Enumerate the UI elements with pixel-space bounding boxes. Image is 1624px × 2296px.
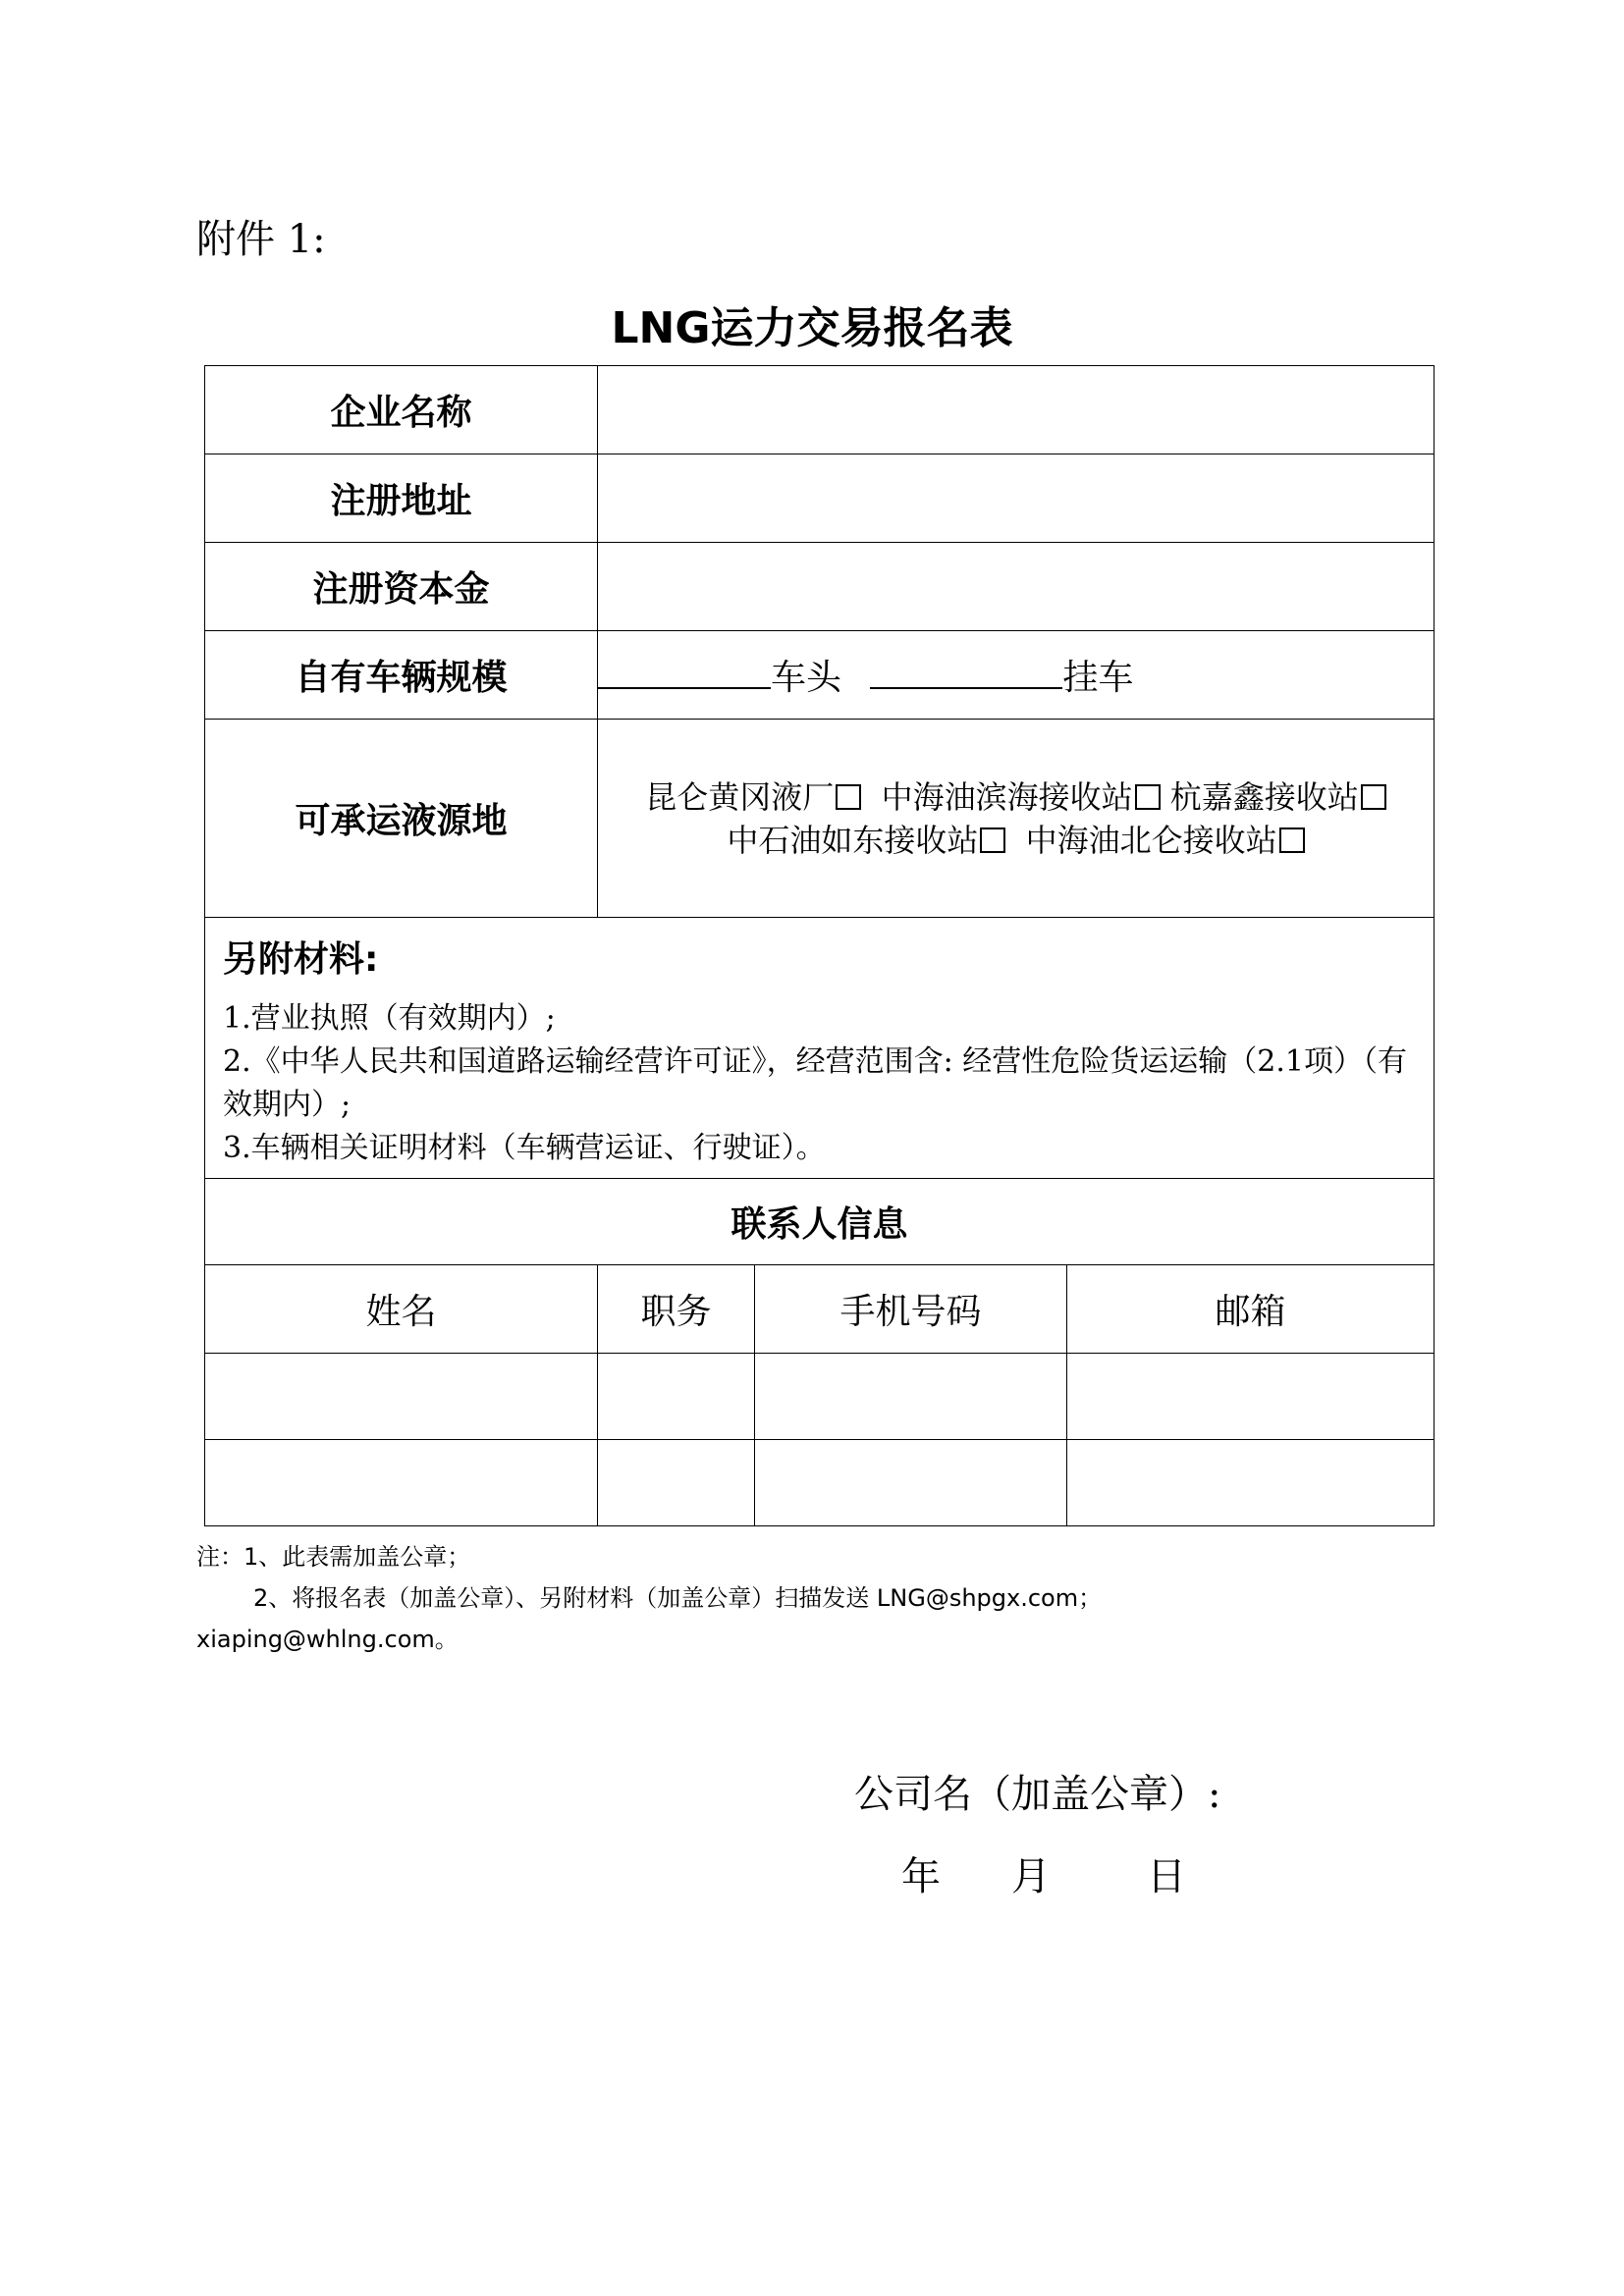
trailer-unit: 挂车 xyxy=(1062,658,1134,698)
sources-label: 可承运液源地 xyxy=(205,720,598,918)
company-name-field[interactable] xyxy=(598,366,1435,454)
address-field[interactable] xyxy=(598,454,1435,543)
col-name-header: 姓名 xyxy=(205,1265,598,1354)
material-item: 1.营业执照（有效期内）; xyxy=(223,1001,556,1036)
materials-cell xyxy=(205,918,1435,1179)
source-checkbox[interactable] xyxy=(980,828,1005,853)
contact-position-cell[interactable] xyxy=(598,1440,755,1526)
material-item: 2.《中华人民共和国道路运输经营许可证》，经营范围含: 经营性危险货运运输（2.1项）（有效期内）; xyxy=(223,1044,1407,1122)
source-checkbox[interactable] xyxy=(836,784,861,810)
date-day: 日 xyxy=(1147,1854,1186,1899)
note-line-3: xiaping@whlng.com。 xyxy=(196,1626,459,1653)
note-line-2: 2、将报名表（加盖公章）、另附材料（加盖公章）扫描发送 LNG@shpgx.com； xyxy=(253,1584,1103,1612)
material-item: 3.车辆相关证明材料（车辆营运证、行驶证）。 xyxy=(223,1131,826,1165)
capital-field[interactable] xyxy=(598,543,1435,631)
head-count-blank[interactable] xyxy=(598,654,771,689)
source-checkbox[interactable] xyxy=(1135,784,1161,810)
trailer-count-blank[interactable] xyxy=(870,654,1062,689)
date-month: 月 xyxy=(1011,1854,1051,1899)
note-line-1: 注：1、此表需加盖公章； xyxy=(196,1543,471,1571)
source-option: 中海油北仑接收站 xyxy=(1025,821,1277,859)
contact-email-cell[interactable] xyxy=(1067,1354,1435,1440)
contact-row xyxy=(205,1354,1435,1440)
source-checkbox[interactable] xyxy=(1361,784,1386,810)
contact-email-cell[interactable] xyxy=(1067,1440,1435,1526)
contact-position-cell[interactable] xyxy=(598,1354,755,1440)
source-option: 中海油滨海接收站 xyxy=(881,777,1133,816)
col-position-header: 职务 xyxy=(598,1265,755,1354)
col-phone-header: 手机号码 xyxy=(755,1265,1067,1354)
contact-row xyxy=(205,1440,1435,1526)
registration-form xyxy=(204,365,1435,1526)
company-name-label: 企业名称 xyxy=(205,366,598,454)
date-year: 年 xyxy=(901,1854,941,1899)
contact-heading: 联系人信息 xyxy=(205,1179,1435,1265)
fleet-field xyxy=(598,631,1435,720)
capital-label: 注册资本金 xyxy=(205,543,598,631)
fleet-label: 自有车辆规模 xyxy=(205,631,598,720)
materials-heading: 另附材料: xyxy=(223,939,379,980)
contact-phone-cell[interactable] xyxy=(755,1440,1067,1526)
contact-phone-cell[interactable] xyxy=(755,1354,1067,1440)
col-email-header: 邮箱 xyxy=(1067,1265,1435,1354)
source-checkbox[interactable] xyxy=(1279,828,1305,853)
contact-name-cell[interactable] xyxy=(205,1440,598,1526)
sources-field xyxy=(598,720,1435,918)
source-option: 昆仑黄冈液厂 xyxy=(645,777,835,816)
contact-name-cell[interactable] xyxy=(205,1354,598,1440)
form-title: LNG运力交易报名表 xyxy=(611,303,1013,353)
attachment-label: 附件 1: xyxy=(196,217,326,262)
company-seal-line: 公司名（加盖公章）: xyxy=(854,1772,1221,1817)
source-option: 中石油如东接收站 xyxy=(727,821,979,859)
head-unit: 车头 xyxy=(771,658,842,698)
source-option: 杭嘉鑫接收站 xyxy=(1169,777,1359,816)
address-label: 注册地址 xyxy=(205,454,598,543)
